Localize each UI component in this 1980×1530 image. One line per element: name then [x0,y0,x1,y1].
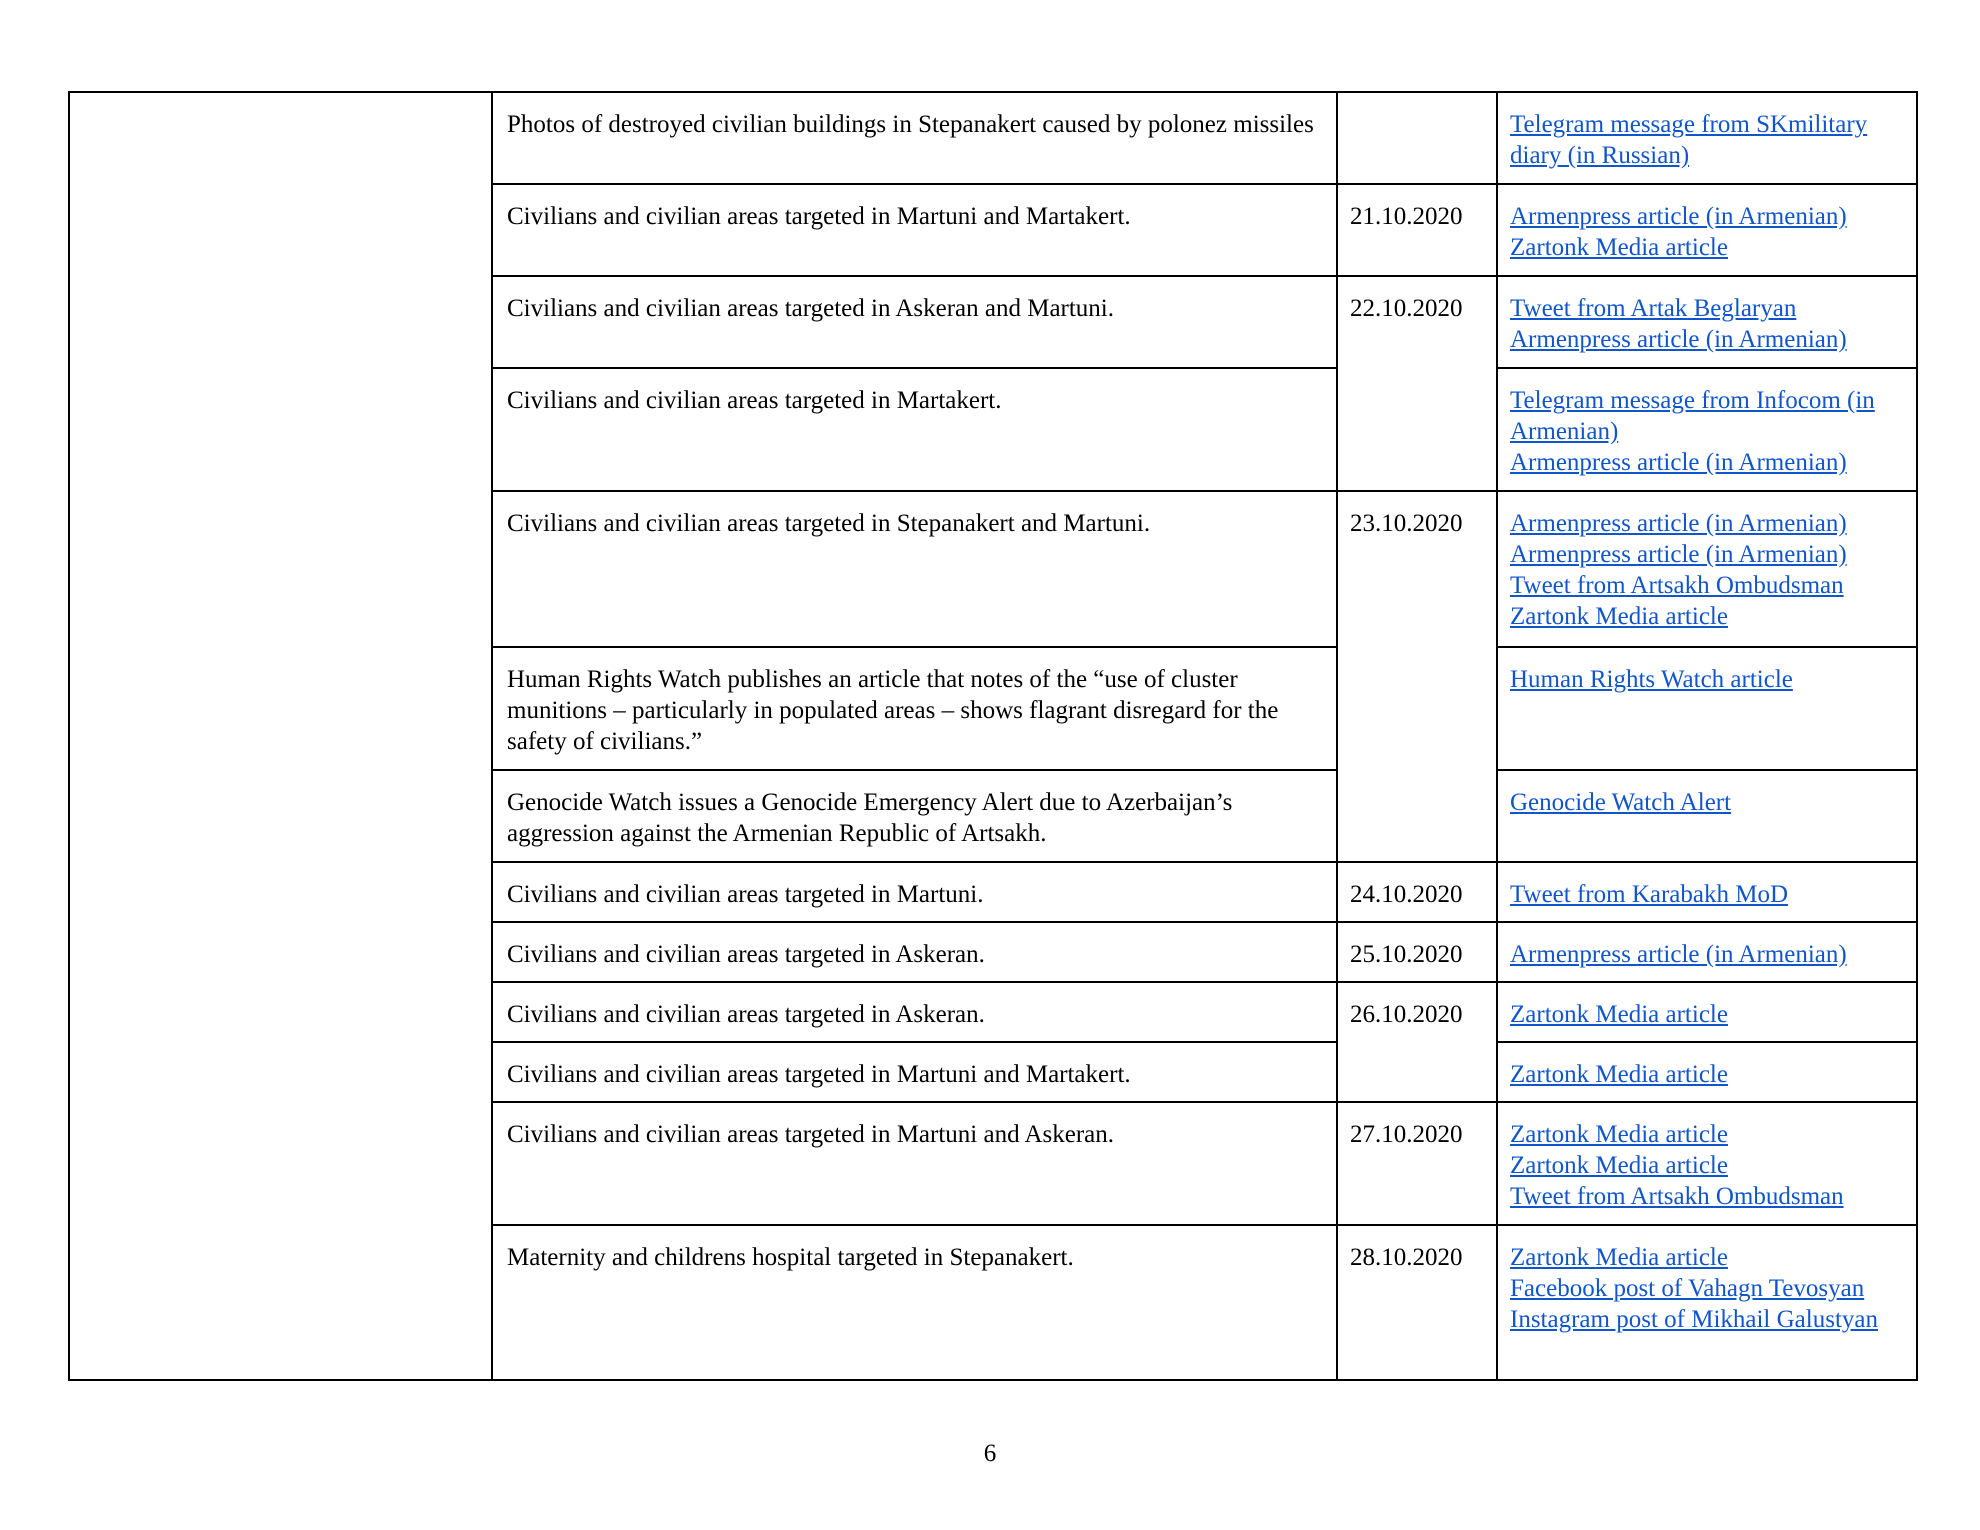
source-link[interactable]: Zartonk Media article [1510,1121,1728,1148]
source-link[interactable]: Zartonk Media article [1510,1152,1728,1179]
event-cell: Civilians and civilian areas targeted in Martuni and Askeran. [492,1102,1337,1225]
date-cell: 23.10.2020 [1337,491,1497,862]
sources-cell [1497,276,1917,368]
page-number: 6 [983,1440,997,1467]
sources-cell [1497,1102,1917,1225]
source-link[interactable]: Armenpress article (in Armenian) [1510,449,1847,476]
date-cell: 26.10.2020 [1337,982,1497,1102]
source-link[interactable]: Tweet from Artsakh Ombudsman [1510,1183,1844,1210]
event-cell: Maternity and childrens hospital targeted in Stepanakert. [492,1225,1337,1380]
sources-cell [1497,184,1917,276]
sources-cell [1497,491,1917,647]
sources-cell [1497,647,1917,770]
source-link[interactable]: Human Rights Watch article [1510,666,1793,693]
date-cell: 25.10.2020 [1337,922,1497,982]
source-link[interactable]: Armenpress article (in Armenian) [1510,941,1847,968]
source-link[interactable]: Zartonk Media article [1510,1244,1728,1271]
source-link[interactable]: Instagram post of Mikhail Galustyan [1510,1306,1878,1333]
sources-cell [1497,982,1917,1042]
event-cell: Civilians and civilian areas targeted in Askeran. [492,922,1337,982]
source-link[interactable]: Armenpress article (in Armenian) [1510,203,1847,230]
source-link[interactable]: Zartonk Media article [1510,1061,1728,1088]
event-cell: Civilians and civilian areas targeted in Martuni. [492,862,1337,922]
source-link[interactable]: Genocide Watch Alert [1510,789,1732,816]
sources-cell [1497,92,1917,184]
empty-left-column [69,92,492,1380]
date-cell: 28.10.2020 [1337,1225,1497,1380]
sources-cell [1497,368,1917,491]
date-cell [1337,92,1497,184]
event-cell: Human Rights Watch publishes an article that notes of the “use of cluster munitions – particularly in populated areas – shows flagrant disregard for the safety of civilians.” [492,647,1337,770]
date-cell: 27.10.2020 [1337,1102,1497,1225]
event-cell: Civilians and civilian areas targeted in Martuni and Martakert. [492,184,1337,276]
sources-cell [1497,1225,1917,1380]
sources-cell [1497,922,1917,982]
date-cell: 22.10.2020 [1337,276,1497,491]
source-link[interactable]: Zartonk Media article [1510,1001,1728,1028]
source-link[interactable]: Tweet from Karabakh MoD [1510,881,1789,908]
source-link[interactable]: Telegram message from Infocom (in Armenian) [1510,387,1875,445]
sources-cell [1497,862,1917,922]
event-cell: Civilians and civilian areas targeted in Stepanakert and Martuni. [492,491,1337,647]
event-cell: Civilians and civilian areas targeted in Martuni and Martakert. [492,1042,1337,1102]
sources-cell [1497,770,1917,862]
source-link[interactable]: Armenpress article (in Armenian) [1510,541,1847,568]
events-table [68,91,1918,1381]
table-row [69,92,1917,184]
event-cell: Civilians and civilian areas targeted in Askeran and Martuni. [492,276,1337,368]
source-link[interactable]: Tweet from Artsakh Ombudsman [1510,572,1844,599]
event-cell: Civilians and civilian areas targeted in Martakert. [492,368,1337,491]
date-cell: 21.10.2020 [1337,184,1497,276]
event-cell: Civilians and civilian areas targeted in Askeran. [492,982,1337,1042]
source-link[interactable]: Tweet from Artak Beglaryan [1510,295,1797,322]
sources-cell [1497,1042,1917,1102]
event-cell: Genocide Watch issues a Genocide Emergency Alert due to Azerbaijan’s aggression against the Armenian Republic of Artsakh. [492,770,1337,862]
source-link[interactable]: Armenpress article (in Armenian) [1510,326,1847,353]
date-cell: 24.10.2020 [1337,862,1497,922]
event-cell: Photos of destroyed civilian buildings in Stepanakert caused by polonez missiles [492,92,1337,184]
source-link[interactable]: Zartonk Media article [1510,603,1728,630]
source-link[interactable]: Facebook post of Vahagn Tevosyan [1510,1275,1865,1302]
source-link[interactable]: Armenpress article (in Armenian) [1510,510,1847,537]
source-link[interactable]: Telegram message from SKmilitary diary (in Russian) [1510,111,1868,169]
source-link[interactable]: Zartonk Media article [1510,234,1728,261]
